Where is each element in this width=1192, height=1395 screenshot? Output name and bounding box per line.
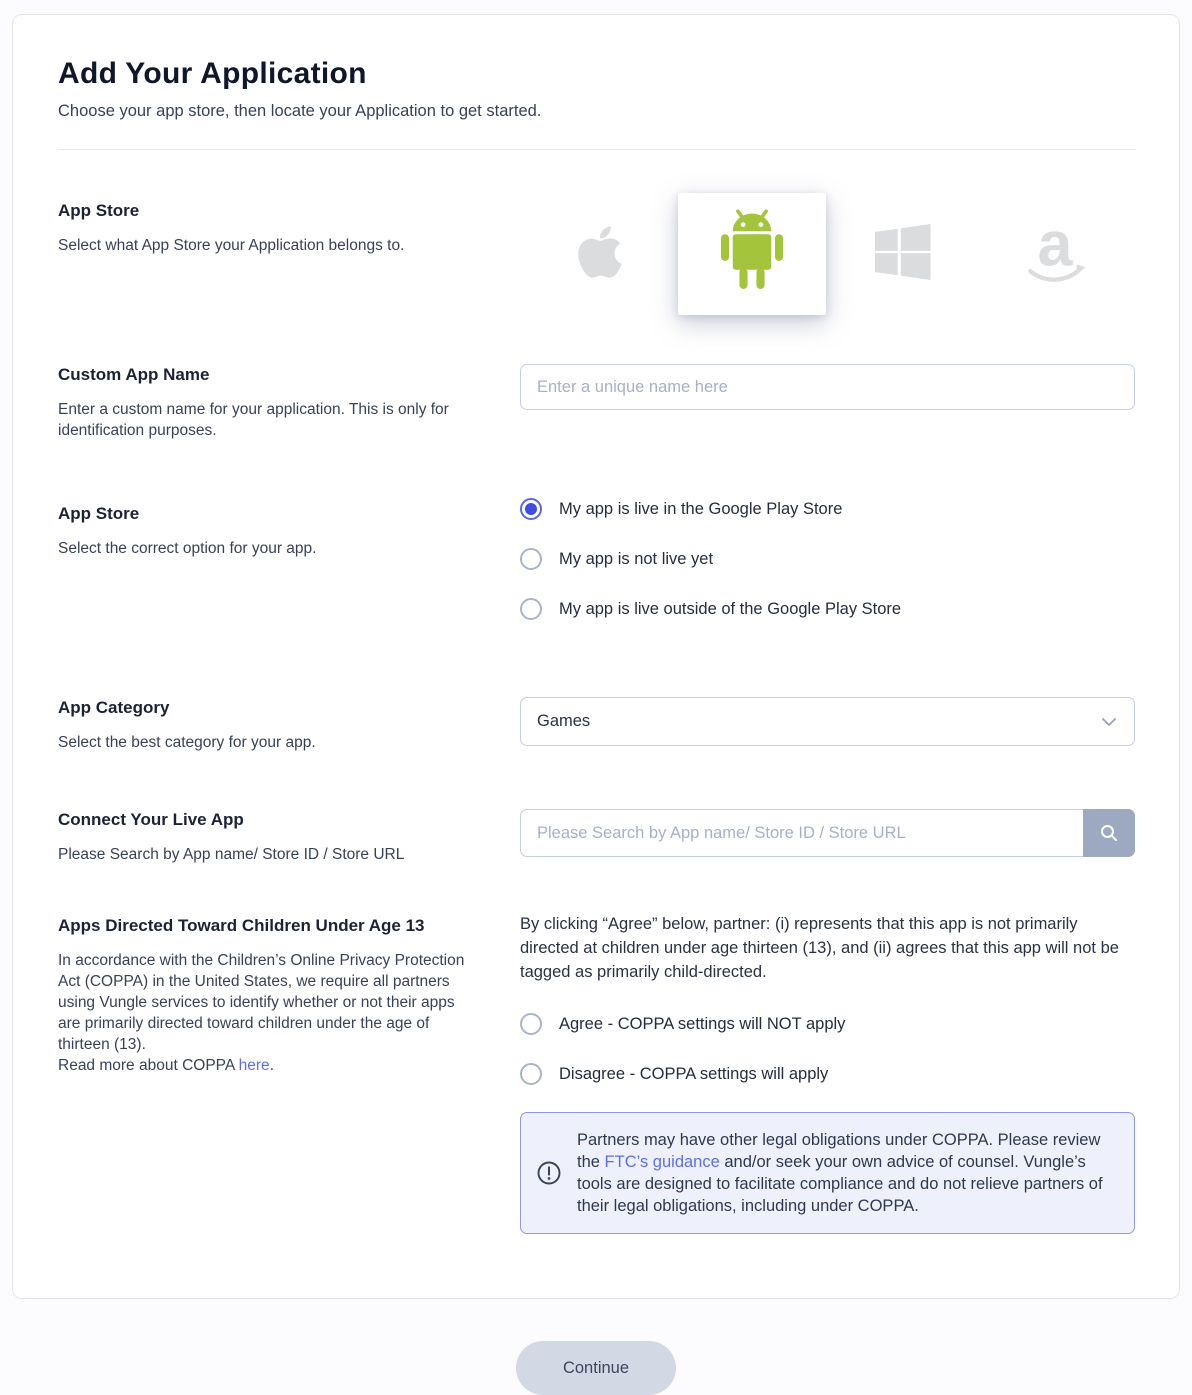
live-app-search-group	[520, 809, 1135, 857]
section-description: Select the correct option for your app.	[58, 540, 317, 557]
section-app-category	[58, 697, 1135, 753]
footer	[0, 1341, 1192, 1395]
coppa-options	[520, 1012, 1135, 1086]
app-store-status-label	[58, 503, 520, 559]
section-description: Please Search by App name/ Store ID / Store URL	[58, 846, 405, 863]
app-category-label	[58, 697, 520, 753]
section-description: Select what App Store your Application belongs to.	[58, 237, 405, 254]
section-coppa	[58, 915, 1135, 1234]
section-connect-live-app	[58, 809, 1135, 865]
windows-icon	[875, 224, 931, 285]
coppa-label	[58, 915, 520, 1076]
custom-app-name-input[interactable]	[520, 364, 1135, 410]
coppa-notice	[520, 1112, 1135, 1234]
section-custom-app-name	[58, 364, 1135, 441]
radio-button	[520, 548, 542, 570]
live-app-search-input[interactable]	[520, 809, 1083, 857]
store-option-android[interactable]	[678, 188, 826, 320]
page-subtitle: Choose your app store, then locate your Application to get started.	[58, 102, 542, 120]
search-button[interactable]	[1083, 809, 1135, 857]
custom-app-name-field-wrap	[520, 364, 1135, 410]
connect-live-app-label	[58, 809, 520, 865]
chevron-down-icon	[1102, 718, 1116, 726]
app-category-select[interactable]	[520, 697, 1135, 746]
search-icon	[1099, 823, 1119, 843]
store-option-windows[interactable]	[829, 188, 977, 320]
section-description: Select the best category for your app.	[58, 734, 316, 751]
section-heading: Connect Your Live App	[58, 810, 244, 829]
coppa-field-column	[520, 915, 1135, 1234]
radio-button	[520, 1063, 542, 1085]
coppa-here-link[interactable]: here	[238, 1057, 270, 1074]
android-selected-tile	[678, 193, 826, 315]
add-application-card	[12, 14, 1180, 1299]
store-option-apple[interactable]	[526, 188, 674, 320]
amazon-icon	[1020, 212, 1090, 297]
custom-app-name-label	[58, 364, 520, 441]
coppa-notice-text: Partners may have other legal obligations under COPPA. Please review the FTC’s guidance and/or seek your own advice of counsel. Vungle’s tools are designed to facilitate compliance and do not relieve partners of their legal obligations, including under COPPA.	[577, 1131, 1103, 1215]
radio-live-in-play-store[interactable]: My app is live in the Google Play Store	[520, 497, 1135, 521]
radio-coppa-disagree[interactable]: Disagree - COPPA settings will apply	[520, 1062, 1135, 1086]
radio-coppa-agree[interactable]: Agree - COPPA settings will NOT apply	[520, 1012, 1135, 1036]
coppa-agreement-text: By clicking “Agree” below, partner: (i) represents that this app is not primarily directed at children under age thirteen (13), and (ii) agrees that this app will not be tagged as primarily child-directed.	[520, 915, 1119, 981]
section-heading: App Category	[58, 698, 170, 717]
radio-live-outside-play-store[interactable]: My app is live outside of the Google Play Store	[520, 597, 1135, 621]
svg-text:a: a	[1037, 211, 1073, 279]
app-store-picker-label	[58, 200, 520, 256]
page-title: Add Your Application	[58, 57, 367, 90]
section-heading: App Store	[58, 504, 140, 523]
section-heading: Custom App Name	[58, 365, 210, 384]
section-app-store-status	[58, 500, 1135, 647]
radio-button-selected	[520, 498, 542, 520]
divider	[58, 149, 1135, 150]
section-app-store-picker	[58, 200, 1135, 320]
info-icon	[536, 1160, 562, 1186]
coppa-description: In accordance with the Children’s Online Privacy Protection Act (COPPA) in the United States, we require all partners using Vungle services to identify whether or not their apps are primarily directed toward children under the age of thirteen (13). Read more about COPPA here.	[58, 952, 465, 1074]
radio-button	[520, 598, 542, 620]
radio-not-live-yet[interactable]: My app is not live yet	[520, 547, 1135, 571]
ftc-guidance-link[interactable]: FTC’s guidance	[604, 1153, 720, 1171]
section-description: Enter a custom name for your application. This is only for identification purposes.	[58, 401, 449, 439]
app-category-selected-value: Games	[537, 712, 591, 730]
store-options-row	[520, 188, 1135, 320]
apple-icon	[573, 220, 627, 289]
android-icon	[715, 209, 789, 300]
section-heading: Apps Directed Toward Children Under Age 13	[58, 916, 425, 935]
section-heading: App Store	[58, 201, 140, 220]
store-option-amazon[interactable]	[981, 188, 1129, 320]
continue-button[interactable]: Continue	[516, 1341, 676, 1395]
radio-button	[520, 1013, 542, 1035]
app-store-status-options	[520, 497, 1135, 647]
